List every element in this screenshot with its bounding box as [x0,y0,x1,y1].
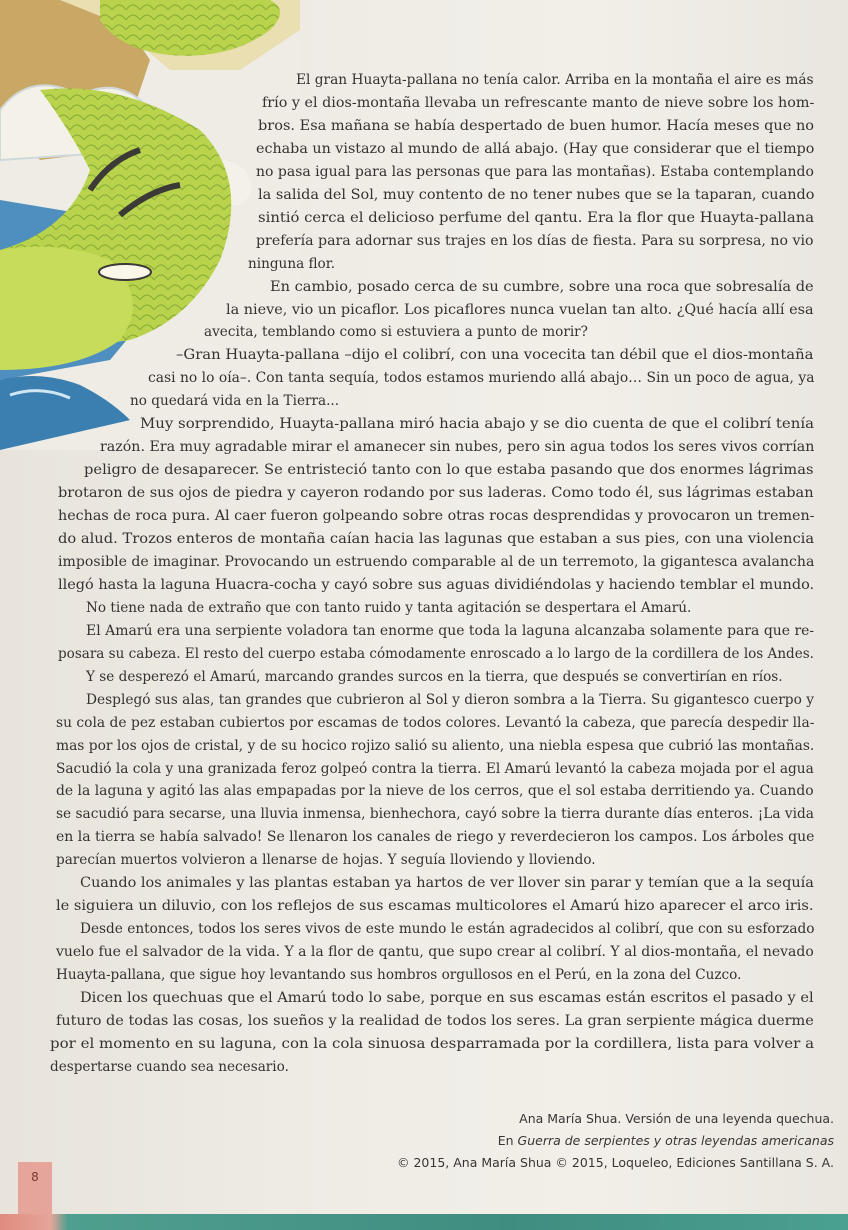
story-line: no quedará vida en la Tierra... [130,393,340,410]
story-line: parecían muertos volvieron a llenarse de hojas. Y seguía lloviendo y lloviendo. [56,852,596,869]
story-line: No tiene nada de extraño que con tanto ruido y tanta agitación se despertara el Amarú. [86,599,692,616]
story-line: do alud. Trozos enteros de montaña caían hacia las lagunas que estaban a sus pies, con una violencia [58,531,815,547]
story-line: hechas de roca pura. Al caer fueron golpeando sobre otras rocas desprendidas y provocaron un tremen- [58,508,815,525]
story-line: avecita, temblando como si estuviera a punto de morir? [204,324,588,341]
story-line: bros. Esa mañana se había despertado de buen humor. Hacía meses que no [258,117,815,134]
story-line: brotaron de sus ojos de piedra y cayeron rodando por sus laderas. Como todo él, sus lágrimas estaban [58,485,814,502]
story-line: razón. Era muy agradable mirar el amanecer sin nubes, pero sin agua todos los seres vivos corrían [100,439,815,456]
story-line: sintió cerca el delicioso perfume del qantu. Era la flor que Huayta-pallana [258,209,815,226]
story-line: Huayta-pallana, que sigue hoy levantando sus hombros orgullosos en el Perú, en la zona del Cuzco. [56,967,742,983]
credit-source-prefix: En [497,1133,518,1148]
story-line: Desplegó sus alas, tan grandes que cubrieron al Sol y dieron sombra a la Tierra. Su gigantesco cuerpo y [86,691,814,708]
story-line: vuelo fue el salvador de la vida. Y a la flor de qantu, que supo crear al colibrí. Y al dios-montaña, el nevado [56,944,814,961]
story-line: Y se desperezó el Amarú, marcando grandes surcos en la tierra, que después se convertirían en ríos. [86,668,783,685]
story-line: El gran Huayta-pallana no tenía calor. Arriba en la montaña el aire es más [296,72,814,88]
story-line: la salida del Sol, muy contento de no tener nubes que se la taparan, cuando [258,186,815,203]
story-line: casi no lo oía–. Con tanta sequía, todos estamos muriendo allá abajo… Sin un poco de agua, ya [148,370,815,387]
story-line: la nieve, vio un picaflor. Los picaflores nunca vuelan tan alto. ¿Qué hacía allí esa [226,301,814,318]
credit-author: Ana María Shua. Versión de una leyenda quechua. [519,1111,834,1126]
story-line: –Gran Huayta-pallana –dijo el colibrí, con una vocecita tan débil que el dios-montaña [176,347,814,364]
page-number: 8 [31,1170,39,1184]
page-number-tab [18,1162,52,1222]
story-line: Sacudió la cola y una granizada feroz golpeó contra la tierra. El Amarú levantó la cabeza mojada por el agua [56,760,814,777]
story-line: no pasa igual para las personas que para las montañas). Estaba contemplando [256,163,814,180]
story-line: prefería para adornar sus trajes en los días de fiesta. Para su sorpresa, no vio [256,232,814,249]
bottom-color-bar [0,1214,848,1230]
story-line: de la laguna y agitó las alas empapadas por la nieve de los cerros, que el sol estaba derritiendo ya. Cuando [56,783,814,800]
story-line: en la tierra se había salvado! Se llenaron los canales de riego y reverdecieron los campos. Los árboles que [56,829,815,846]
credit-copyright: © 2015, Ana María Shua © 2015, Loqueleo, Ediciones Santillana S. A. [396,1155,834,1170]
story-line: imposible de imaginar. Provocando un estruendo comparable al de un terremoto, la gigantesca avalancha [58,554,815,570]
story-line: llegó hasta la laguna Huacra-cocha y cayó sobre sus aguas dividiéndolas y haciendo temblar el mundo. [58,576,815,593]
story-line: posara su cabeza. El resto del cuerpo estaba cómodamente enroscado a lo largo de la cordillera de los Andes. [58,645,814,662]
story-line: echaba un vistazo al mundo de allá abajo. (Hay que considerar que el tiempo [256,140,815,157]
story-line: En cambio, posado cerca de su cumbre, sobre una roca que sobresalía de [270,278,814,295]
story-line: se sacudió para secarse, una lluvia inmensa, bienhechora, cayó sobre la tierra durante días enteros. ¡La vida [56,806,814,823]
story-line: su cola de pez estaban cubiertos por escamas de todos colores. Levantó la cabeza, que parecía despedir lla- [56,714,815,731]
story-line: mas por los ojos de cristal, y de su hocico rojizo salió su aliento, una niebla espesa que cubrió las montañas. [56,737,815,754]
story-line: ninguna flor. [248,255,336,272]
story-line: peligro de desaparecer. Se entristeció tanto con lo que estaba pasando que dos enormes lágrimas [84,462,814,479]
credit-source [498,1132,834,1150]
story-line: futuro de todas las cosas, los sueños y la realidad de todos los seres. La gran serpiente mágica duerme [56,1012,814,1029]
story-line: le siguiera un diluvio, con los reflejos de sus escamas multicolores el Amarú hizo aparecer el arco iris. [56,898,814,915]
credit-source-title: Guerra de serpientes y otras leyendas americanas [517,1133,834,1148]
story-line: Desde entonces, todos los seres vivos de este mundo le están agradecidos al colibrí, que con su esforzado [80,921,815,938]
dragon-eye [99,264,151,280]
story-line: Dicen los quechuas que el Amarú todo lo sabe, porque en sus escamas están escritos el pasado y el [80,990,814,1006]
story-line: frío y el dios-montaña llevaba un refrescante manto de nieve sobre los hom- [262,95,815,111]
story-line: Muy sorprendido, Huayta-pallana miró hacia abajo y se dio cuenta de que el colibrí tenía [140,416,815,433]
story-line: despertarse cuando sea necesario. [50,1058,289,1075]
story-line: El Amarú era una serpiente voladora tan enorme que toda la laguna alcanzaba solamente para que re- [86,622,815,639]
story-line: Cuando los animales y las plantas estaban ya hartos de ver llover sin parar y temían que a la sequía [80,875,814,892]
story-line: por el momento en su laguna, con la cola sinuosa desparramada por la cordillera, lista para volver a [50,1035,815,1052]
